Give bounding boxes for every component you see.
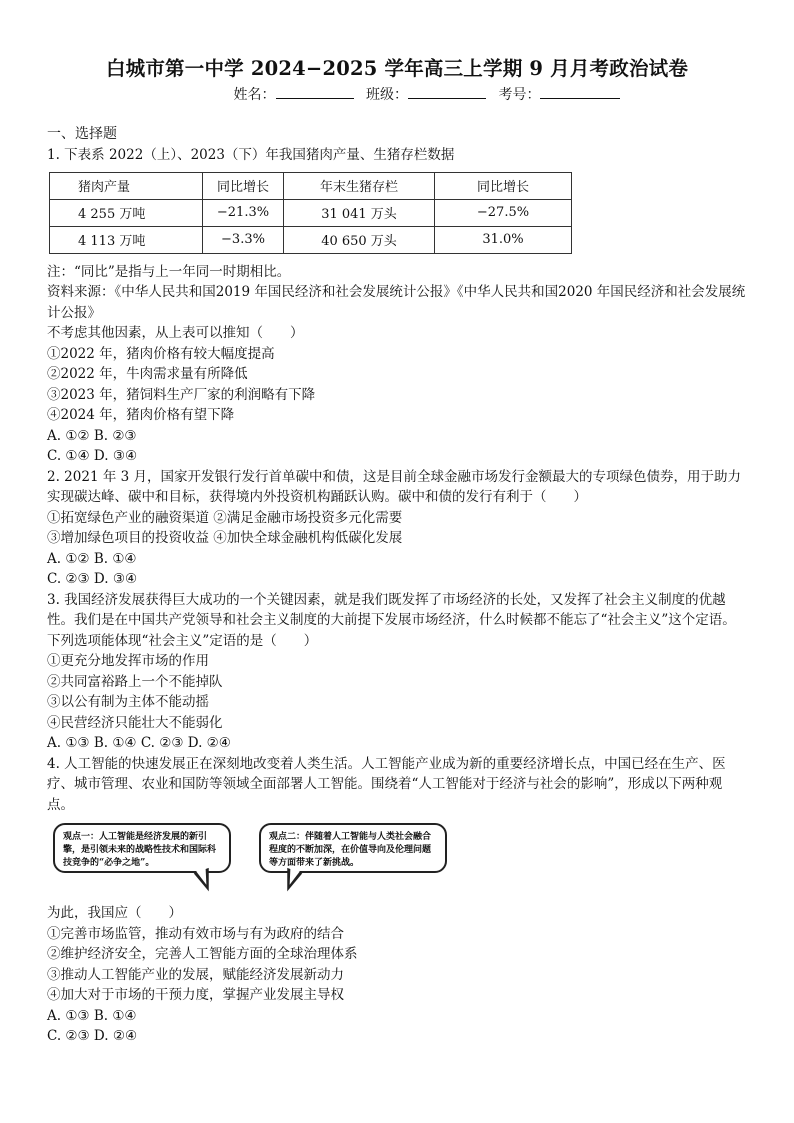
q3-option: ④民营经济只能壮大不能弱化 xyxy=(47,714,223,731)
name-label: 姓名： xyxy=(233,87,276,103)
table-cell: −21.3% xyxy=(203,199,284,226)
q1-stem: 1. 下表系 2022（上）、2023（下）年我国猪肉产量、生猪存栏数据 xyxy=(47,147,455,163)
q3-option: ③以公有制为主体不能动摇 xyxy=(47,694,209,710)
page-title: 白城市第一中学 2024−2025 学年高三上学期 9 月月考政治试卷 xyxy=(105,57,689,80)
q3-option: ②共同富裕路上一个不能掉队 xyxy=(47,673,223,690)
q4-choices: C. ②③ D. ②④ xyxy=(47,1028,138,1044)
q4-option: ①完善市场监管，推动有效市场与有为政府的结合 xyxy=(47,925,344,942)
table-header-cell: 同比增长 xyxy=(203,172,284,199)
table-header-cell: 同比增长 xyxy=(435,172,572,199)
q1-option: ④2024 年，猪肉价格有望下降 xyxy=(47,407,235,423)
q4-question: 为此，我国应（ ） xyxy=(47,905,182,921)
q4-option: ②维护经济安全，完善人工智能方面的全球治理体系 xyxy=(47,946,358,962)
q2-option: ①拓宽绿色产业的融资渠道 ②满足金融市场投资多元化需要 xyxy=(47,509,403,526)
table-header-cell: 年末生猪存栏 xyxy=(284,172,435,199)
table-cell: 31.0% xyxy=(435,226,572,253)
q1-option: ①2022 年，猪肉价格有较大幅度提高 xyxy=(47,345,275,362)
q4-choices: A. ①③ B. ①④ xyxy=(47,1007,137,1024)
q2-option: ③增加绿色项目的投资收益 ④加快全球金融机构低碳化发展 xyxy=(47,530,403,546)
q1-choices: C. ①④ D. ③④ xyxy=(47,448,138,464)
q4-stem: 4. 人工智能的快速发展正在深刻地改变着人类生活。人工智能产业成为新的重要经济增长点，中国已经在生产、医疗、城市管理、农业和国防等领域全面部署人工智能。围绕着“人工智能对于经济与社会的影响”，形成以下两种观点。 xyxy=(47,755,726,813)
viewpoint-bubbles xyxy=(47,821,747,903)
table-header-cell: 猪肉产量 xyxy=(50,172,203,199)
q1-question: 不考虑其他因素，从上表可以推知（ ） xyxy=(47,325,304,341)
table-cell: 40 650 万头 xyxy=(284,226,435,253)
student-info xyxy=(107,84,747,106)
q3-option: ①更充分地发挥市场的作用 xyxy=(47,653,209,669)
name-blank[interactable] xyxy=(276,84,354,99)
table-row xyxy=(50,199,572,226)
q4-option: ④加大对于市场的干预力度，掌握产业发展主导权 xyxy=(47,987,344,1003)
viewpoint-one-bubble: 观点一：人工智能是经济发展的新引擎，是引领未来的战略性技术和国际科技竞争的“必争之地”。 xyxy=(53,823,231,873)
pork-data-table xyxy=(49,172,572,254)
table-header-row xyxy=(50,172,572,199)
q3-stem: 3. 我国经济发展获得巨大成功的一个关键因素，就是我们既发挥了市场经济的长处，又发挥了社会主义制度的优越性。我们是在中国共产党领导和社会主义制度的大前提下发展市场经济，什么时候都不能忘了“社会主义”这个定语。下列选项能体现“社会主义”定语的是（ ） xyxy=(47,591,736,649)
table-cell: 4 113 万吨 xyxy=(50,226,203,253)
table-row xyxy=(50,226,572,253)
q1-source: 资料来源：《中华人民共和国2019 年国民经济和社会发展统计公报》《中华人民共和国2020 年国民经济和社会发展统计公报》 xyxy=(47,284,746,321)
table-cell: 4 255 万吨 xyxy=(50,199,203,226)
number-label: 考号： xyxy=(498,87,541,103)
q1-note: 注：“同比”是指与上一年同一时期相比。 xyxy=(47,263,291,280)
q3-choices: A. ①③ B. ①④ C. ②③ D. ②④ xyxy=(47,735,231,751)
table-cell: −27.5% xyxy=(435,199,572,226)
q2-stem: 2. 2021 年 3 月，国家开发银行发行首单碳中和债，这是目前全球金融市场发行金额最大的专项绿色债券，用于助力实现碳达峰、碳中和目标，获得境内外投资机构踊跃认购。碳中和债的发行有利于（ ） xyxy=(47,468,741,505)
table-cell: −3.3% xyxy=(203,226,284,253)
q1-option: ③2023 年，猪饲料生产厂家的利润略有下降 xyxy=(47,386,316,403)
q1-choices: A. ①② B. ②③ xyxy=(47,427,137,444)
class-blank[interactable] xyxy=(408,84,486,99)
q2-choices: C. ②③ D. ③④ xyxy=(47,571,138,587)
q2-choices: A. ①② B. ①④ xyxy=(47,550,137,567)
q4-option: ③推动人工智能产业的发展，赋能经济发展新动力 xyxy=(47,966,344,983)
number-blank[interactable] xyxy=(540,84,620,99)
viewpoint-two-bubble: 观点二：伴随着人工智能与人类社会融合程度的不断加深，在价值导向及伦理问题等方面带来了新挑战。 xyxy=(259,823,447,873)
table-cell: 31 041 万头 xyxy=(284,199,435,226)
q1-option: ②2022 年，牛肉需求量有所降低 xyxy=(47,366,248,382)
section-title: 一、选择题 xyxy=(47,126,117,142)
class-label: 班级： xyxy=(366,87,408,103)
exam-page xyxy=(47,56,747,1047)
